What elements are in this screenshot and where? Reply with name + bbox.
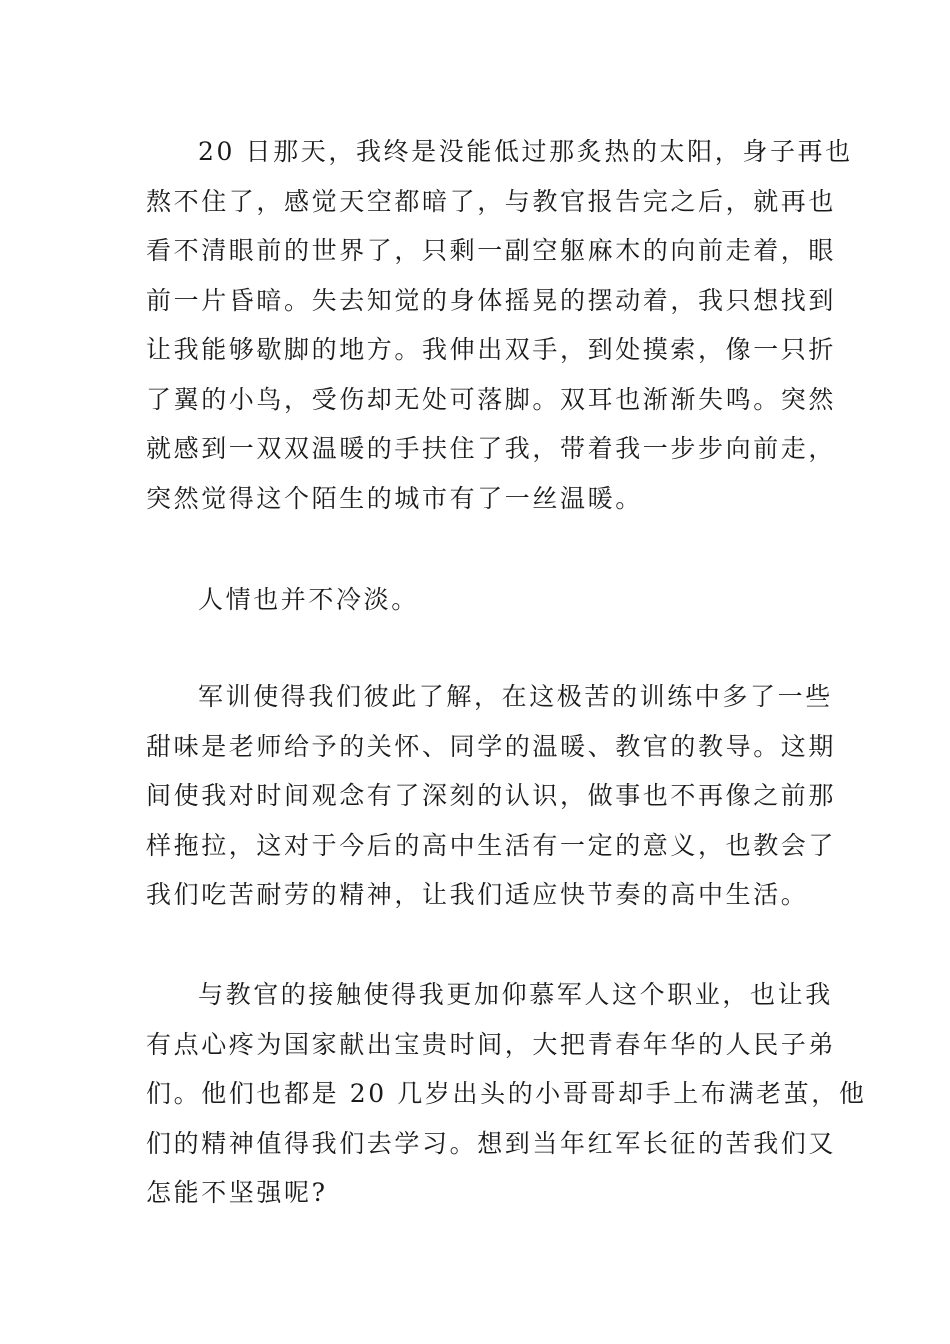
text-line: 突然觉得这个陌生的城市有了一丝温暖。	[146, 483, 643, 513]
paragraph-warmth	[146, 575, 806, 625]
text-line: 有点心疼为国家献出宝贵时间，大把青春年华的人民子弟	[146, 1029, 837, 1059]
text-line: 样拖拉，这对于今后的高中生活有一定的意义，也教会了	[146, 830, 837, 860]
text-line: 让我能够歇脚的地方。我伸出双手，到处摸索，像一只折	[146, 335, 837, 364]
text-line: 熬不住了，感觉天空都暗了，与教官报告完之后，就再也	[146, 186, 837, 216]
text-line: 甜味是老师给予的关怀、同学的温暖、教官的教导。这期	[146, 731, 837, 761]
text-line: 了翼的小鸟，受伤却无处可落脚。双耳也渐渐失鸣。突然	[146, 384, 837, 414]
text-line: 们。他们也都是 20 几岁出头的小哥哥却手上布满老茧，他	[146, 1079, 867, 1108]
text-line: 间使我对时间观念有了深刻的认识，做事也不再像之前那	[146, 781, 837, 810]
text-line: 看不清眼前的世界了，只剩一副空躯麻木的向前走着，眼	[146, 236, 837, 265]
paragraph-instructors	[146, 970, 867, 1218]
paragraph-training	[146, 672, 837, 920]
text-line: 前一片昏暗。失去知觉的身体摇晃的摆动着，我只想找到	[146, 285, 837, 315]
text-line: 我们吃苦耐劳的精神，让我们适应快节奏的高中生活。	[146, 880, 809, 909]
text-line: 人情也并不冷淡。	[198, 585, 419, 614]
text-line: 们的精神值得我们去学习。想到当年红军长征的苦我们又	[146, 1128, 837, 1158]
text-line: 军训使得我们彼此了解，在这极苦的训练中多了一些	[198, 682, 833, 711]
text-line: 20 日那天，我终是没能低过那炙热的太阳，身子再也	[198, 137, 853, 166]
text-line: 与教官的接触使得我更加仰慕军人这个职业，也让我	[198, 980, 833, 1009]
paragraph-heatstroke	[146, 127, 853, 523]
text-line: 就感到一双双温暖的手扶住了我，带着我一步步向前走，	[146, 434, 837, 463]
text-line: 怎能不坚强呢?	[146, 1178, 328, 1207]
